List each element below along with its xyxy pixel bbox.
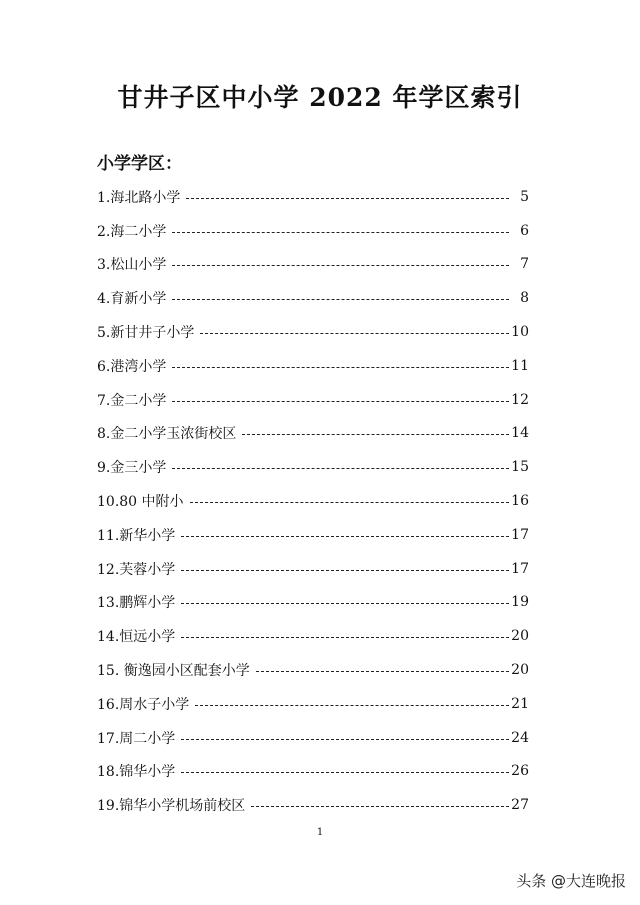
toc-entry-label: 1.海北路小学 xyxy=(97,189,181,206)
toc-entry-page-number: 11 xyxy=(511,357,529,374)
table-of-contents xyxy=(97,180,529,822)
toc-entry[interactable] xyxy=(97,619,529,653)
toc-entry-label: 16.周水子小学 xyxy=(97,696,190,713)
toc-entry[interactable] xyxy=(97,586,529,620)
dotted-leader xyxy=(181,569,509,571)
toc-entry-page-number: 24 xyxy=(511,729,529,746)
dotted-leader xyxy=(181,771,509,773)
toc-entry-label: 18.锦华小学 xyxy=(97,764,176,781)
toc-entry-label: 11.新华小学 xyxy=(97,527,176,544)
toc-entry-page-number: 20 xyxy=(511,662,529,679)
toc-entry-label: 5.新甘井子小学 xyxy=(97,325,195,342)
toc-entry-label: 6.港湾小学 xyxy=(97,358,167,375)
toc-entry[interactable] xyxy=(97,484,529,518)
toc-entry[interactable] xyxy=(97,552,529,586)
toc-entry-page-number: 20 xyxy=(511,628,529,645)
toc-entry-page-number: 5 xyxy=(520,188,529,205)
footer-page-number: 1 xyxy=(316,827,324,838)
dotted-leader xyxy=(181,636,509,638)
toc-entry-page-number: 10 xyxy=(511,324,529,341)
toc-entry[interactable] xyxy=(97,721,529,755)
dotted-leader xyxy=(181,535,509,537)
toc-entry-page-number: 27 xyxy=(511,797,529,814)
dotted-leader xyxy=(186,197,509,199)
toc-entry[interactable] xyxy=(97,180,529,214)
toc-entry[interactable] xyxy=(97,788,529,822)
dotted-leader xyxy=(172,366,509,368)
dotted-leader xyxy=(172,400,509,402)
toc-entry-label: 4.育新小学 xyxy=(97,291,167,308)
toc-entry[interactable] xyxy=(97,518,529,552)
toc-entry-label: 9.金三小学 xyxy=(97,460,167,477)
toc-entry[interactable] xyxy=(97,383,529,417)
toc-entry-page-number: 6 xyxy=(520,222,529,239)
toc-entry-label: 7.金二小学 xyxy=(97,392,167,409)
toc-entry-label: 13.鹏辉小学 xyxy=(97,595,176,612)
dotted-leader xyxy=(172,231,509,233)
toc-entry-label: 3.松山小学 xyxy=(97,257,167,274)
dotted-leader xyxy=(195,704,509,706)
toc-entry[interactable] xyxy=(97,315,529,349)
toc-entry[interactable] xyxy=(97,248,529,282)
toc-entry-page-number: 7 xyxy=(520,256,529,273)
dotted-leader xyxy=(181,602,509,604)
toc-entry-label: 19.锦华小学机场前校区 xyxy=(97,798,246,815)
toc-entry-label: 12.芙蓉小学 xyxy=(97,561,176,578)
toc-entry-page-number: 21 xyxy=(511,695,529,712)
toc-entry-page-number: 17 xyxy=(511,560,529,577)
toc-entry-label: 14.恒远小学 xyxy=(97,629,176,646)
toc-entry[interactable] xyxy=(97,214,529,248)
toc-entry-page-number: 19 xyxy=(511,594,529,611)
watermark: 头条 @大连晚报 xyxy=(516,872,626,890)
toc-entry[interactable] xyxy=(97,687,529,721)
toc-entry[interactable] xyxy=(97,755,529,789)
section-heading: 小学学区： xyxy=(97,154,182,174)
toc-entry-page-number: 14 xyxy=(511,425,529,442)
toc-entry-page-number: 17 xyxy=(511,526,529,543)
toc-entry-page-number: 15 xyxy=(511,459,529,476)
toc-entry[interactable] xyxy=(97,281,529,315)
toc-entry[interactable] xyxy=(97,653,529,687)
toc-entry-page-number: 12 xyxy=(511,391,529,408)
toc-entry-page-number: 8 xyxy=(520,290,529,307)
toc-entry-label: 2.海二小学 xyxy=(97,223,167,240)
toc-entry-label: 10.80 中附小 xyxy=(97,494,184,511)
toc-entry-page-number: 26 xyxy=(511,763,529,780)
dotted-leader xyxy=(200,332,509,334)
dotted-leader xyxy=(190,501,509,503)
dotted-leader xyxy=(181,738,509,740)
dotted-leader xyxy=(172,298,509,300)
toc-entry[interactable] xyxy=(97,349,529,383)
dotted-leader xyxy=(242,433,509,435)
toc-entry-label: 15. 衡逸园小区配套小学 xyxy=(97,663,250,680)
toc-entry[interactable] xyxy=(97,450,529,484)
toc-entry-label: 8.金二小学玉浓街校区 xyxy=(97,426,237,443)
page-title: 甘井子区中小学 2022 年学区索引 xyxy=(117,83,523,112)
dotted-leader xyxy=(172,467,509,469)
dotted-leader xyxy=(251,805,509,807)
toc-entry[interactable] xyxy=(97,417,529,451)
dotted-leader xyxy=(172,264,509,266)
dotted-leader xyxy=(256,670,509,672)
toc-entry-page-number: 16 xyxy=(511,493,529,510)
toc-entry-label: 17.周二小学 xyxy=(97,730,176,747)
